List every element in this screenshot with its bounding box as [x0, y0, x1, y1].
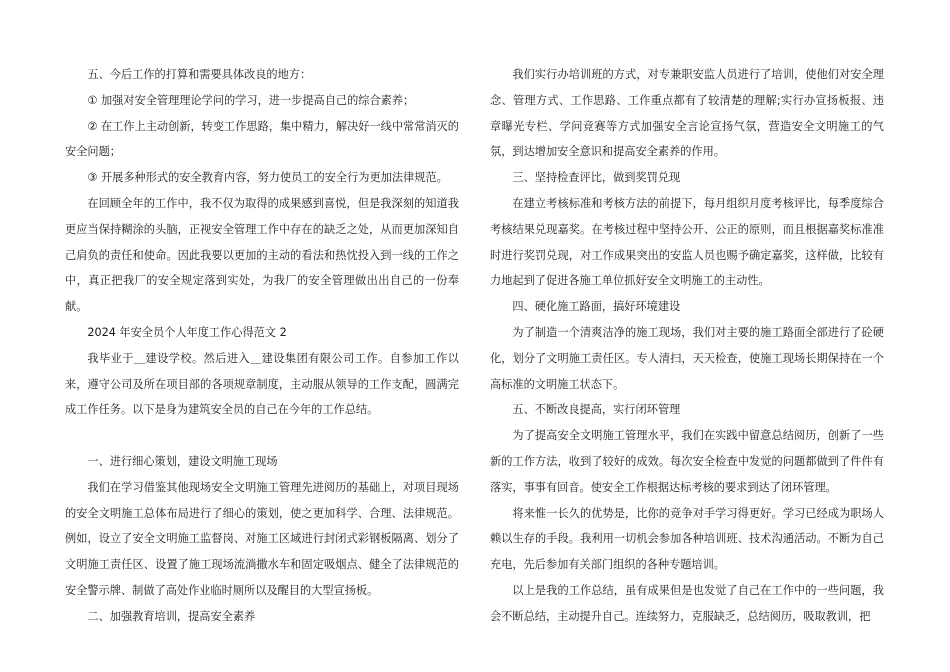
section-2-paragraph: 我们实行办培训班的方式，对专兼职安监人员进行了培训，使他们对安全理念、管理方式、工作思路、工作重点都有了较清楚的理解;实行办宣扬板报、违章曝光专栏、学问竞赛等方式加强安全言论宣扬气氛，营造安全文明施工的气氛，到达增加安全意识和提高安全素养的作用。	[490, 68, 884, 159]
left-column	[65, 62, 459, 630]
section-heading-5b: 五、不断改良提高，实行闭环管理	[512, 403, 681, 417]
blank-line	[65, 423, 459, 449]
section-3-paragraph: 在建立考核标准和考核方法的前提下，每月组织月度考核评比，每季度综合考核结果兑现嘉奖。在考核过程中坚持公开、公正的原则，而且根据嘉奖标准准时进行奖罚兑现，对工作成果突出的安监人员也赐予确定嘉奖，这样做，比较有力地起到了促进各施工单位抓好安全文明施工的主动性。	[490, 196, 884, 288]
section-heading-1: 一、进行细心策划，建设文明施工现场	[87, 454, 278, 468]
section-heading-4: 四、硬化施工路面，搞好环境建设	[512, 300, 681, 314]
section-5-paragraph: 为了提高安全文明施工管理水平，我们在实践中留意总结阅历，创新了一些新的工作方法，收到了较好的成效。每次安全检查中发觉的问题都做到了件件有落实，事事有回音。使安全工作根据达标考核的要求到达了闭环管理。	[490, 429, 884, 494]
list-item-2: ② 在工作上主动创新，转变工作思路，集中精力，解决好一线中常常消灭的安全问题；	[65, 119, 459, 159]
closing-paragraph: 以上是我的工作总结，虽有成果但是也发觉了自己在工作中的一些问题，我会不断总结，主动提升自己。连续努力，克服缺乏，总结阅历，吸取教训，把	[490, 583, 884, 623]
section-4-paragraph: 为了制造一个清爽洁净的施工现场，我们对主要的施工路面全部进行了砼硬化，划分了文明施工责任区。专人清扫，天天检查，使施工现场长期保持在一个高标准的文明施工状态下。	[490, 325, 884, 391]
section-heading-5: 五、今后工作的打算和需要具体改良的地方：	[87, 68, 312, 81]
right-column	[490, 62, 884, 630]
section-1-paragraph: 我们在学习借鉴其他现场安全文明施工管理先进阅历的基础上，对项目现场的安全文明施工总体布局进行了细心的策划，使之更加科学、合理、法律规范。例如，设立了安全文明施工监督岗、对施工区域进行封闭式彩钢板隔离、划分了文明施工责任区、设置了施工现场流淌撒水车和固定吸烟点、健全了法律规范的安全警示牌、制做了高处作业临时厕所以及醒目的大型宣扬板。	[65, 480, 459, 597]
essay-title: 2024 年安全员个人年度工作心得范文 2	[87, 325, 287, 339]
section-heading-2: 二、加强教育培训，提高安全素养	[87, 609, 256, 623]
list-item-1: ① 加强对安全管理理论学问的学习，进一步提高自己的综合素养；	[87, 93, 415, 107]
intro-paragraph: 我毕业于＿建设学校。然后进入＿建设集团有限公司工作。自参加工作以来，遵守公司及所在项目部的各项规章制度，主动服从领导的工作支配，圆满完成工作任务。以下是身为建筑安全员的自己在今年的工作总结。	[65, 351, 459, 417]
section-heading-3: 三、坚持检查评比，做到奖罚兑现	[512, 171, 681, 185]
list-item-3: ③ 开展多种形式的安全教育内容，努力使员工的安全行为更加法律规范。	[87, 171, 448, 185]
review-paragraph: 在回顾全年的工作中，我不仅为取得的成果感到喜悦，但是我深刻的知道我更应当保持糊涂的头脑，正视安全管理工作中存在的缺乏之处，从而更加深知自己肩负的责任和使命。因此我要以更加的主动的看法和热忱投入到一线的工作之中，真正把我厂的安全规定落到实处，为我厂的安全管理做出出自己的一份奉献。	[65, 196, 459, 314]
learning-paragraph: 将来惟一长久的优势是，比你的竞争对手学习得更好。学习已经成为职场人赖以生存的手段。我利用一切机会参加各种培训班、技术沟通活动。不断为自己充电，先后参加有关部门组织的各种专题培训。	[490, 506, 884, 572]
